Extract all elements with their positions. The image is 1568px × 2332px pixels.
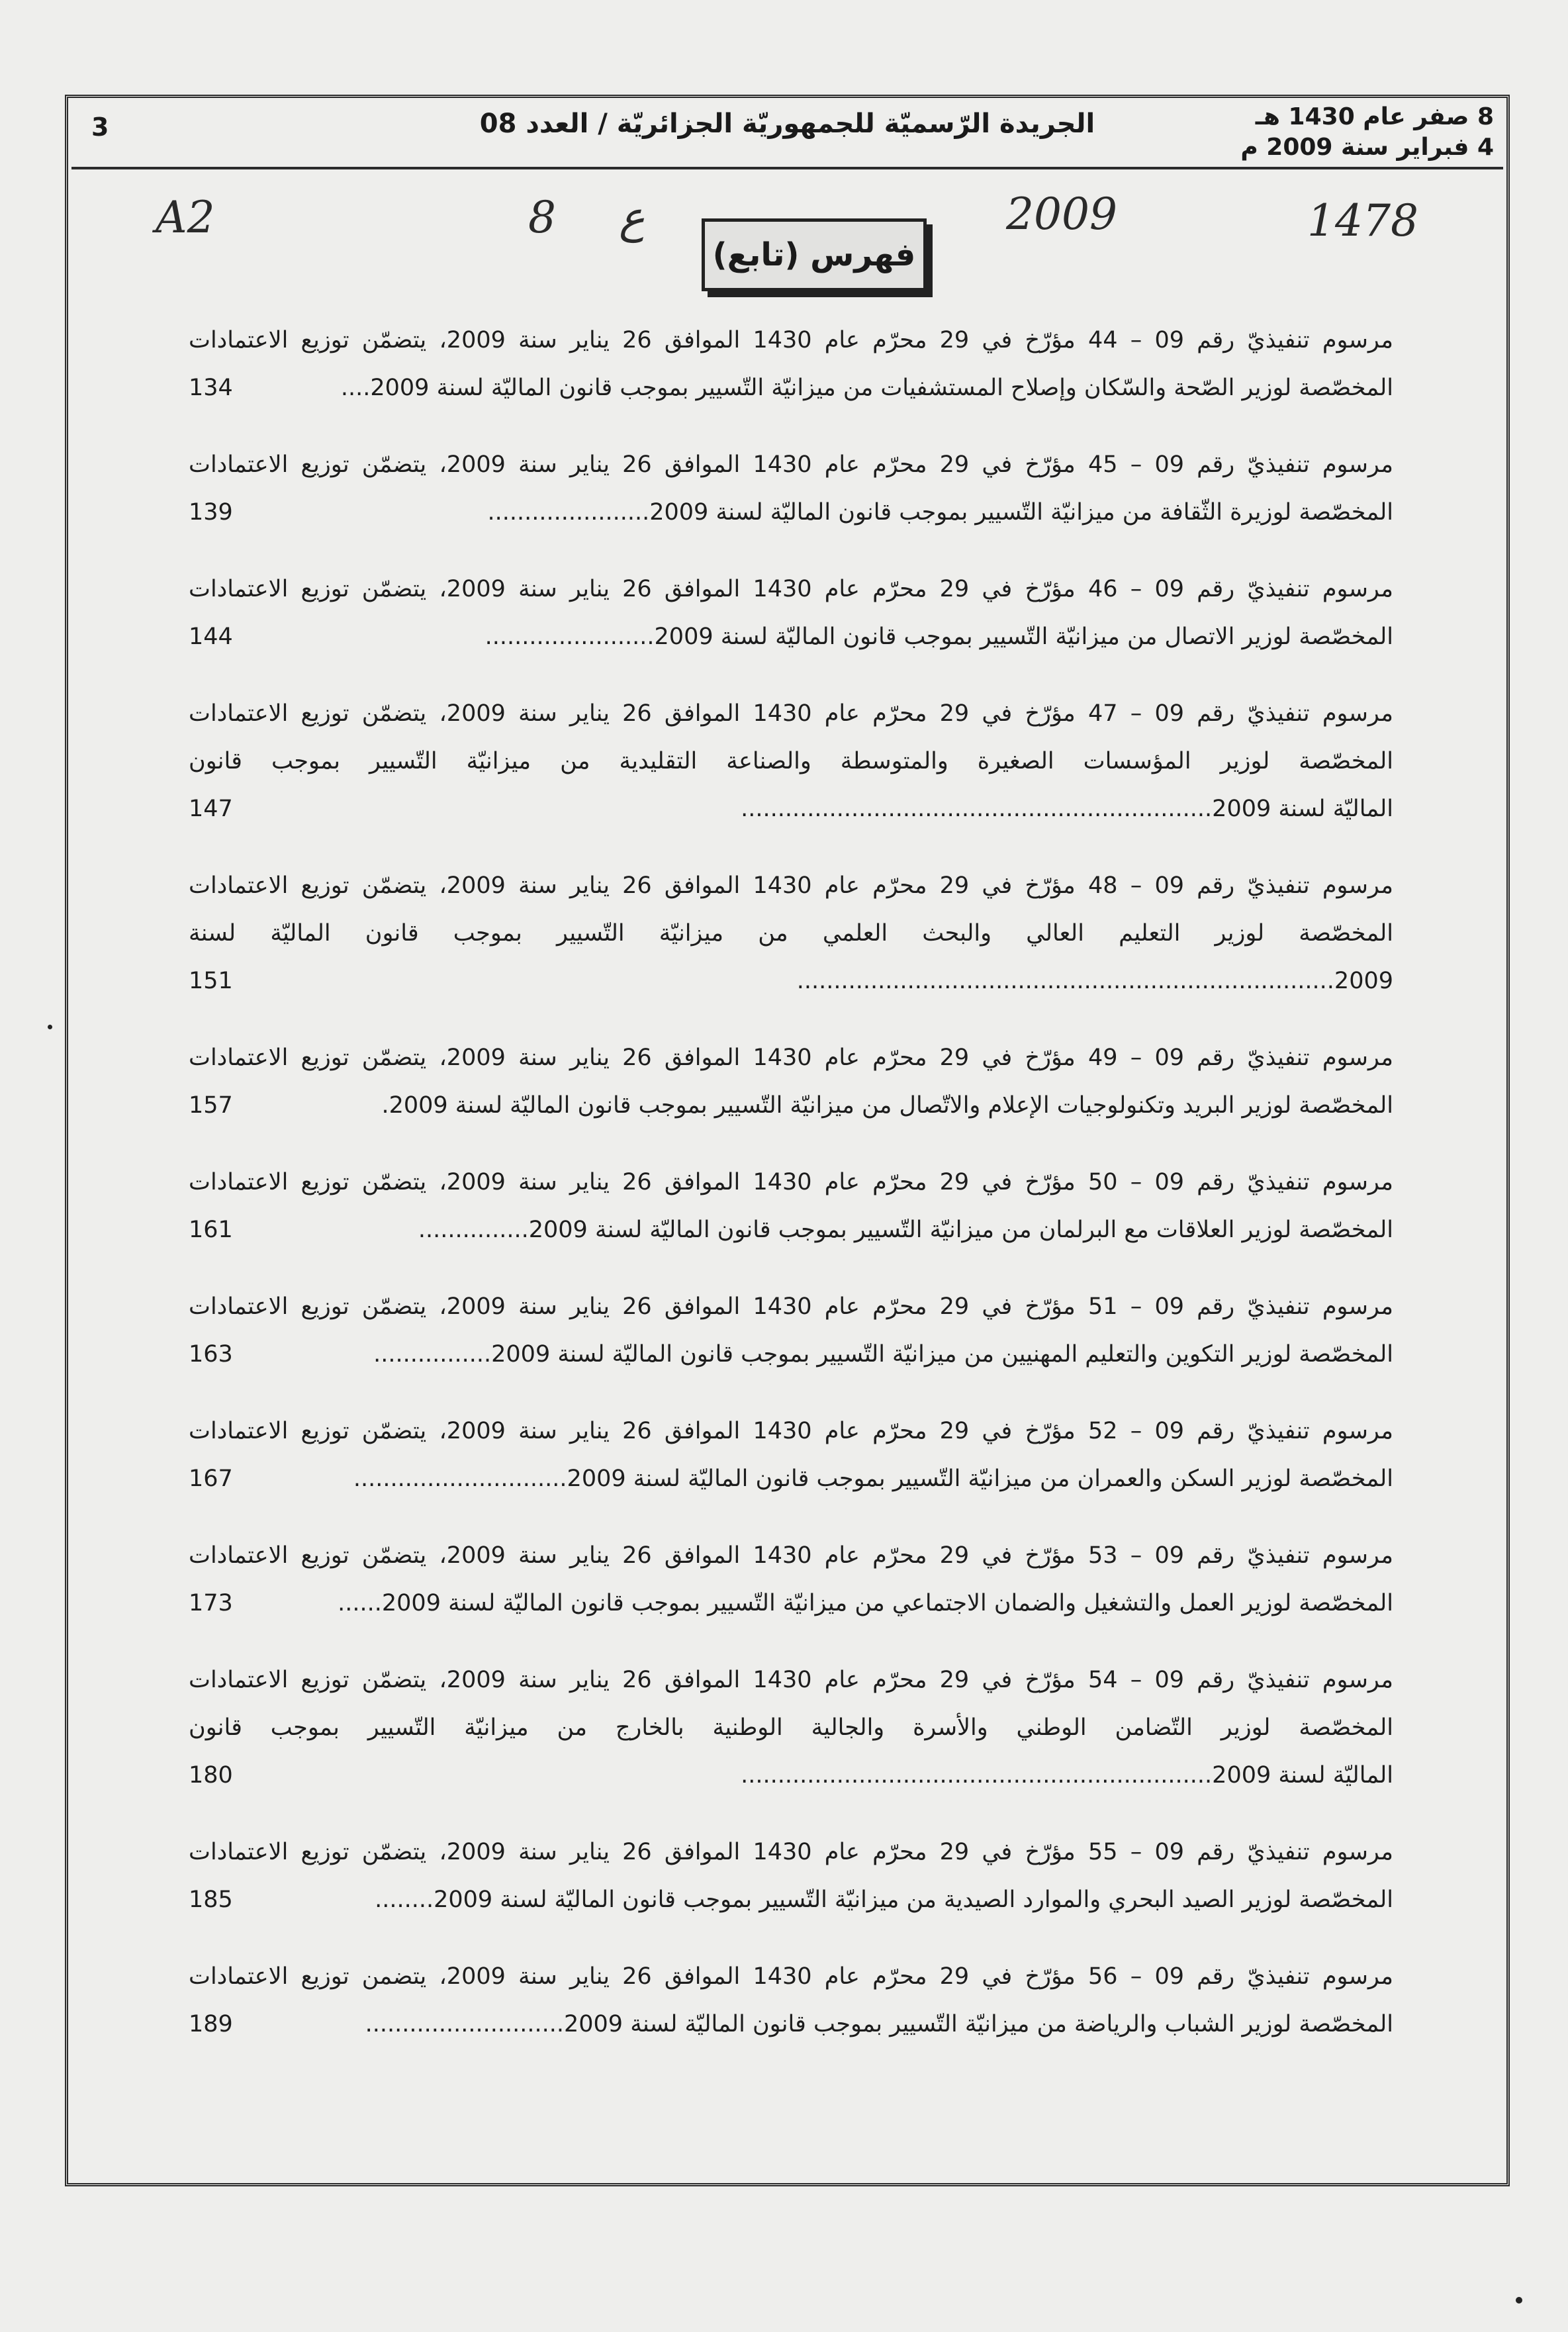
handwritten-ain: ع: [619, 192, 645, 243]
toc-entry: [189, 862, 1393, 1005]
handwritten-year: 2009: [1006, 189, 1117, 240]
toc-entry: [189, 1532, 1393, 1627]
toc-line: [189, 1751, 1393, 1799]
hijri-date: 8 صفر عام 1430 هـ: [1255, 103, 1494, 130]
toc-line: [189, 1876, 1393, 1924]
toc-line: [189, 489, 1393, 536]
toc-line: مرسوم تنفيذيّ رقم 09 – 49 مؤرّخ في 29 محرّم عام 1430 الموافق 26 يناير سنة 2009، يتضمّن توزيع الاعتمادات: [189, 1045, 1393, 1071]
toc-line: [189, 1082, 1393, 1129]
table-of-contents: [189, 316, 1393, 2077]
toc-entry: [189, 1034, 1393, 1129]
handwritten-8: 8: [528, 192, 556, 243]
toc-page-number: 161: [189, 1217, 233, 1243]
toc-page-number: 134: [189, 375, 233, 401]
toc-line: [189, 957, 1393, 1005]
page-number: 3: [91, 113, 109, 142]
issue-date: [1240, 102, 1494, 163]
toc-line-text: المخصّصة لوزير الصيد البحري والموارد الصيدية من ميزانيّة التّسيير بموجب قانون الماليّة لسنة 2009........: [375, 1887, 1393, 1913]
toc-line: مرسوم تنفيذيّ رقم 09 – 44 مؤرّخ في 29 محرّم عام 1430 الموافق 26 يناير سنة 2009، يتضمّن توزيع الاعتمادات: [189, 327, 1393, 353]
toc-entry: [189, 441, 1393, 536]
toc-line-text: المخصّصة لوزير البريد وتكنولوجيات الإعلام والاتّصال من ميزانيّة التّسيير بموجب قانون الماليّة لسنة 2009.: [381, 1092, 1393, 1119]
toc-page-number: 147: [189, 796, 233, 822]
toc-page-number: 151: [189, 968, 233, 994]
toc-line: المخصّصة لوزير المؤسسات الصغيرة والمتوسطة والصناعة التقليدية من ميزانيّة التّسيير بموجب قانون: [189, 748, 1393, 774]
journal-title: الجريدة الرّسميّة للجمهوريّة الجزائريّة / العدد 08: [479, 109, 1095, 139]
gregorian-date: 4 فبراير سنة 2009 م: [1240, 134, 1494, 161]
toc-line: المخصّصة لوزير التعليم العالي والبحث العلمي من ميزانيّة التّسيير بموجب قانون الماليّة لسنة: [189, 920, 1393, 947]
toc-line-text: المخصّصة لوزير التكوين والتعليم المهنيين من ميزانيّة التّسيير بموجب قانون الماليّة لسنة 2009................: [373, 1341, 1393, 1368]
toc-line-text: 2009.........................................................................: [796, 968, 1393, 994]
toc-line: [189, 1455, 1393, 1503]
toc-line: المخصّصة لوزير التّضامن الوطني والأسرة والجالية الوطنية بالخارج من ميزانيّة التّسيير بموجب قانون: [189, 1714, 1393, 1741]
toc-line: [189, 364, 1393, 412]
toc-line: مرسوم تنفيذيّ رقم 09 – 55 مؤرّخ في 29 محرّم عام 1430 الموافق 26 يناير سنة 2009، يتضمّن توزيع الاعتمادات: [189, 1839, 1393, 1865]
toc-entry: [189, 690, 1393, 833]
index-title: فهرس (تابع): [712, 236, 916, 273]
toc-entry: [189, 1828, 1393, 1924]
toc-entry: [189, 316, 1393, 412]
scan-speck: [48, 1025, 52, 1029]
toc-entry: [189, 1953, 1393, 2048]
toc-page-number: 139: [189, 499, 233, 526]
toc-entry: [189, 1656, 1393, 1799]
toc-line: مرسوم تنفيذيّ رقم 09 – 51 مؤرّخ في 29 محرّم عام 1430 الموافق 26 يناير سنة 2009، يتضمّن توزيع الاعتمادات: [189, 1293, 1393, 1320]
toc-line: [189, 1330, 1393, 1378]
toc-page-number: 185: [189, 1887, 233, 1913]
toc-line: مرسوم تنفيذيّ رقم 09 – 45 مؤرّخ في 29 محرّم عام 1430 الموافق 26 يناير سنة 2009، يتضمّن توزيع الاعتمادات: [189, 451, 1393, 478]
toc-line-text: المخصّصة لوزير السكن والعمران من ميزانيّة التّسيير بموجب قانون الماليّة لسنة 2009.............................: [353, 1466, 1393, 1492]
toc-entry: [189, 565, 1393, 661]
toc-line: [189, 2000, 1393, 2048]
journal-header: [71, 101, 1503, 169]
toc-line-text: الماليّة لسنة 2009................................................................: [741, 796, 1393, 822]
toc-page-number: 144: [189, 624, 233, 650]
toc-line: مرسوم تنفيذيّ رقم 09 – 50 مؤرّخ في 29 محرّم عام 1430 الموافق 26 يناير سنة 2009، يتضمّن توزيع الاعتمادات: [189, 1169, 1393, 1195]
toc-line-text: المخصّصة لوزير الاتصال من ميزانيّة التّسيير بموجب قانون الماليّة لسنة 2009.......................: [484, 624, 1393, 650]
toc-line-text: الماليّة لسنة 2009................................................................: [741, 1762, 1393, 1789]
toc-line: [189, 613, 1393, 661]
toc-page-number: 173: [189, 1590, 233, 1616]
toc-line: مرسوم تنفيذيّ رقم 09 – 47 مؤرّخ في 29 محرّم عام 1430 الموافق 26 يناير سنة 2009، يتضمّن توزيع الاعتمادات: [189, 700, 1393, 727]
toc-line: [189, 1206, 1393, 1254]
index-title-box: [702, 218, 927, 291]
toc-entry: [189, 1283, 1393, 1378]
toc-line-text: المخصّصة لوزير العمل والتشغيل والضمان الاجتماعي من ميزانيّة التّسيير بموجب قانون الماليّة لسنة 2009......: [338, 1590, 1393, 1616]
toc-entry: [189, 1158, 1393, 1254]
toc-line: مرسوم تنفيذيّ رقم 09 – 48 مؤرّخ في 29 محرّم عام 1430 الموافق 26 يناير سنة 2009، يتضمّن توزيع الاعتمادات: [189, 872, 1393, 899]
toc-line-text: المخصّصة لوزير الصّحة والسّكان وإصلاح المستشفيات من ميزانيّة التّسيير بموجب قانون الماليّة لسنة 2009....: [340, 375, 1393, 401]
toc-line-text: المخصّصة لوزيرة الثّقافة من ميزانيّة التّسيير بموجب قانون الماليّة لسنة 2009......................: [487, 499, 1393, 526]
toc-line-text: المخصّصة لوزير الشباب والرياضة من ميزانيّة التّسيير بموجب قانون الماليّة لسنة 2009...........................: [365, 2011, 1393, 2037]
toc-line: مرسوم تنفيذيّ رقم 09 – 46 مؤرّخ في 29 محرّم عام 1430 الموافق 26 يناير سنة 2009، يتضمّن توزيع الاعتمادات: [189, 576, 1393, 602]
toc-line: [189, 785, 1393, 833]
handwritten-code: 1478: [1307, 195, 1418, 246]
toc-line: مرسوم تنفيذيّ رقم 09 – 52 مؤرّخ في 29 محرّم عام 1430 الموافق 26 يناير سنة 2009، يتضمّن توزيع الاعتمادات: [189, 1418, 1393, 1444]
toc-page-number: 167: [189, 1466, 233, 1492]
handwritten-a2: A2: [156, 192, 215, 243]
toc-entry: [189, 1407, 1393, 1503]
toc-page-number: 163: [189, 1341, 233, 1368]
toc-page-number: 180: [189, 1762, 233, 1789]
scan-speck: [1516, 2297, 1522, 2304]
toc-page-number: 157: [189, 1092, 233, 1119]
toc-line: مرسوم تنفيذيّ رقم 09 – 54 مؤرّخ في 29 محرّم عام 1430 الموافق 26 يناير سنة 2009، يتضمّن توزيع الاعتمادات: [189, 1667, 1393, 1693]
toc-line: [189, 1579, 1393, 1627]
toc-page-number: 189: [189, 2011, 233, 2037]
toc-line-text: المخصّصة لوزير العلاقات مع البرلمان من ميزانيّة التّسيير بموجب قانون الماليّة لسنة 2009...............: [418, 1217, 1393, 1243]
toc-line: مرسوم تنفيذيّ رقم 09 – 56 مؤرّخ في 29 محرّم عام 1430 الموافق 26 يناير سنة 2009، يتضمن توزيع الاعتمادات: [189, 1963, 1393, 1990]
toc-line: مرسوم تنفيذيّ رقم 09 – 53 مؤرّخ في 29 محرّم عام 1430 الموافق 26 يناير سنة 2009، يتضمّن توزيع الاعتمادات: [189, 1542, 1393, 1569]
